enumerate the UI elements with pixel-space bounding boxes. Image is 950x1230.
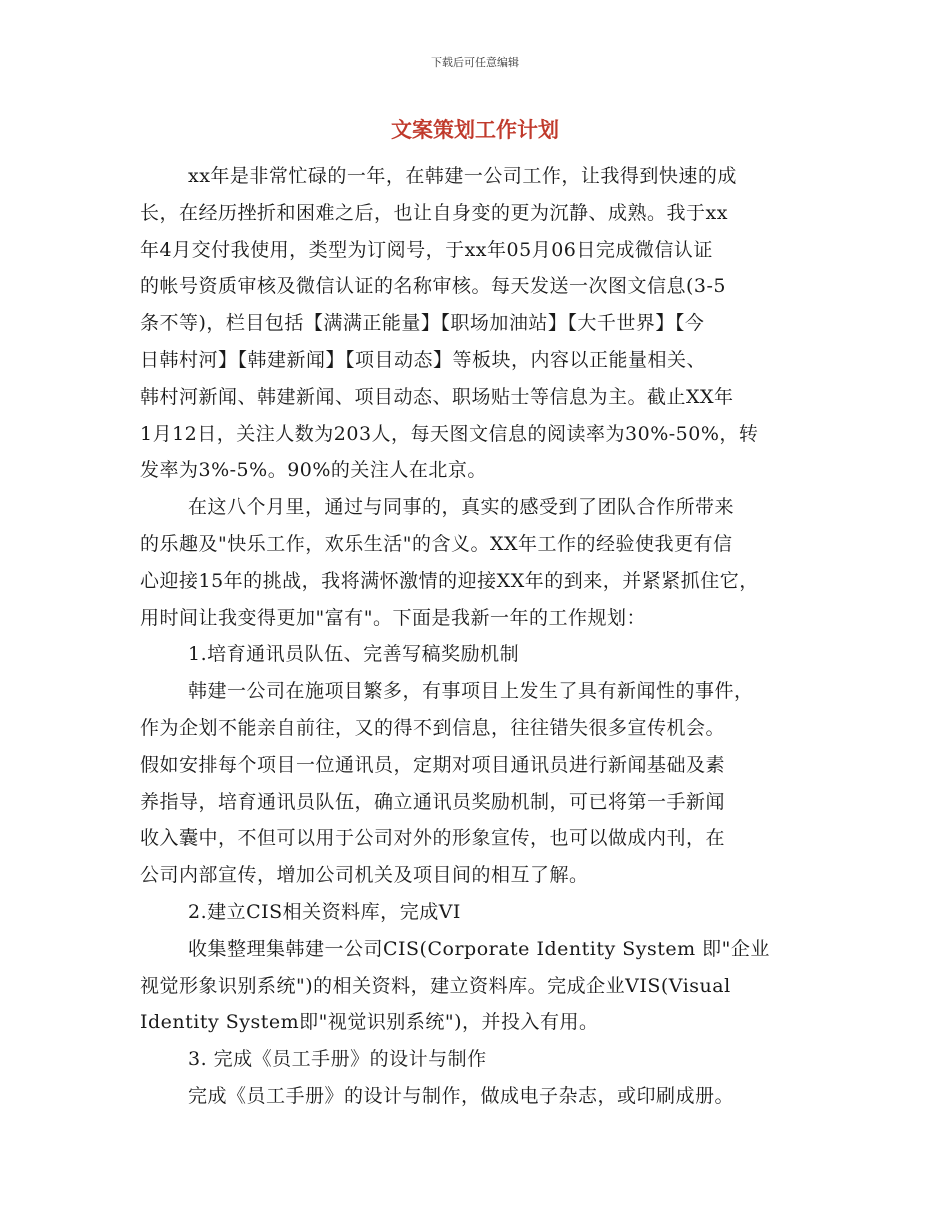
document-body (140, 158, 830, 1115)
text-line: 韩建一公司在施项目繁多，有事项目上发生了具有新闻性的事件， (188, 680, 754, 703)
document-title: 文案策划工作计划 (391, 118, 559, 142)
text-line: 发率为3%-5%。90%的关注人在北京。 (140, 459, 487, 482)
text-line: 条不等)，栏目包括【满满正能量】【职场加油站】【大千世界】【今 (140, 312, 705, 335)
text-line: 的帐号资质审核及微信认证的名称审核。每天发送一次图文信息(3-5 (140, 275, 727, 298)
text-line: 用时间让我变得更加"富有"。下面是我新一年的工作规划： (140, 606, 646, 629)
text-line: 公司内部宣传，增加公司机关及项目间的相互了解。 (140, 864, 589, 887)
text-line: 养指导，培育通讯员队伍，确立通讯员奖励机制，可已将第一手新闻 (140, 790, 726, 813)
text-line: 韩村河新闻、韩建新闻、项目动态、职场贴士等信息为主。截止XX年 (140, 385, 734, 408)
text-line: 日韩村河】【韩建新闻】【项目动态】等板块，内容以正能量相关、 (140, 348, 707, 371)
text-line: 1.培育通讯员队伍、完善写稿奖励机制 (188, 643, 520, 666)
text-line: 完成《员工手册》的设计与制作，做成电子杂志，或印刷成册。 (188, 1084, 735, 1107)
text-line: 收入囊中，不但可以用于公司对外的形象宣传，也可以做成内刊，在 (140, 827, 726, 850)
text-line: 心迎接15年的挑战，我将满怀激情的迎接XX年的到来，并紧紧抓住它， (140, 569, 759, 592)
text-line: 年4月交付我使用，类型为订阅号，于xx年05月06日完成微信认证 (140, 238, 713, 261)
text-line: 假如安排每个项目一位通讯员，定期对项目通讯员进行新闻基础及素 (140, 753, 726, 776)
text-line: 的乐趣及"快乐工作，欢乐生活"的含义。XX年工作的经验使我更有信 (140, 532, 733, 555)
text-line: 在这八个月里，通过与同事的，真实的感受到了团队合作所带来 (188, 496, 735, 519)
text-line: Identity System即"视觉识别系统")，并投入有用。 (140, 1011, 599, 1034)
text-line: 作为企划不能亲自前往，又的得不到信息，往往错失很多宣传机会。 (140, 716, 726, 739)
text-line: xx年是非常忙碌的一年，在韩建一公司工作，让我得到快速的成 (188, 165, 737, 187)
text-line: 视觉形象识别系统")的相关资料，建立资料库。完成企业VIS(Visual (140, 974, 731, 997)
text-line: 长，在经历挫折和困难之后，也让自身变的更为沉静、成熟。我于xx (140, 201, 728, 224)
text-line: 收集整理集韩建一公司CIS(Corporate Identity System 即"企业 (188, 937, 770, 960)
header-note: 下载后可任意编辑 (431, 56, 519, 69)
text-line: 2.建立CIS相关资料库，完成VI (188, 900, 461, 923)
text-line: 1月12日，关注人数为203人，每天图文信息的阅读率为30%-50%，转 (140, 422, 759, 445)
text-line: 3. 完成《员工手册》的设计与制作 (188, 1048, 487, 1071)
